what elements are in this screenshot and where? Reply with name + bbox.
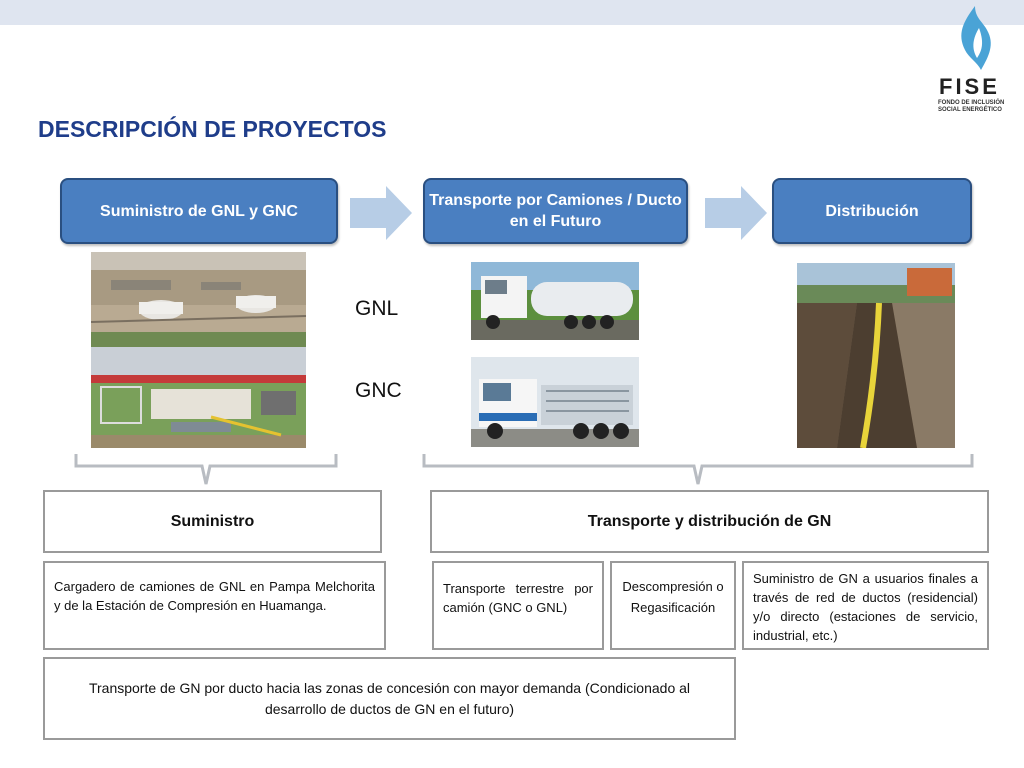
flow-step-transport-label: Transporte por Camiones / Ducto en el Futuro (429, 192, 682, 230)
truck-transport-description (432, 561, 604, 650)
fise-logo (935, 4, 1021, 116)
page-title: DESCRIPCIÓN DE PROYECTOS (38, 116, 387, 142)
flow-arrow-2 (705, 186, 769, 240)
top-bar (0, 0, 1024, 25)
supply-description-text: Cargadero de camiones de GNL en Pampa Melchorita y de la Estación de Compresión en Huamanga. (54, 579, 375, 613)
logo-subtitle: FONDO DE INCLUSIÓN SOCIAL ENERGÉTICO (938, 100, 1005, 113)
flow-step-transport (423, 178, 688, 244)
supply-description (43, 561, 386, 650)
truck-transport-text: Transporte terrestre por camión (GNC o GNL) (443, 581, 593, 615)
flow-step-supply-label: Suministro de GNL y GNC (100, 202, 298, 220)
decompression-description (610, 561, 736, 650)
regasification-text: Regasificación (630, 600, 716, 615)
cng-truck-photo (471, 357, 639, 447)
pipeline-text: Transporte de GN por ducto hacia las zonas de concesión con mayor demanda (Condicionado al desarrollo de ductos de GN en el futuro) (88, 679, 691, 717)
gnc-label: GNC (355, 379, 402, 402)
supply-brace (72, 452, 340, 486)
gnl-label: GNL (355, 297, 399, 320)
end-users-description (742, 561, 989, 650)
transport-section-title: Transporte y distribución de GN (587, 513, 832, 530)
transport-brace (420, 452, 976, 486)
logo-title: FISE (939, 74, 1000, 99)
end-users-text: Suministro de GN a usuarios finales a través de red de ductos (residencial) y/o directo (estaciones de servicio, industrial, etc.) (753, 571, 978, 643)
compression-station-photo (91, 347, 306, 448)
flow-step-distribution (772, 178, 972, 244)
lng-plant-photo (91, 252, 306, 347)
flame-icon (945, 4, 1005, 74)
flow-arrow-1 (350, 186, 414, 240)
lng-truck-photo (471, 262, 639, 340)
transport-section-header (430, 490, 989, 553)
flow-step-distribution-label: Distribución (825, 202, 919, 220)
pipeline-trench-photo (797, 263, 955, 448)
pipeline-description (43, 657, 736, 740)
supply-section-header (43, 490, 382, 553)
flow-step-supply (60, 178, 338, 244)
supply-section-title: Suministro (170, 513, 255, 530)
decompression-text: Descompresión o (622, 579, 724, 594)
